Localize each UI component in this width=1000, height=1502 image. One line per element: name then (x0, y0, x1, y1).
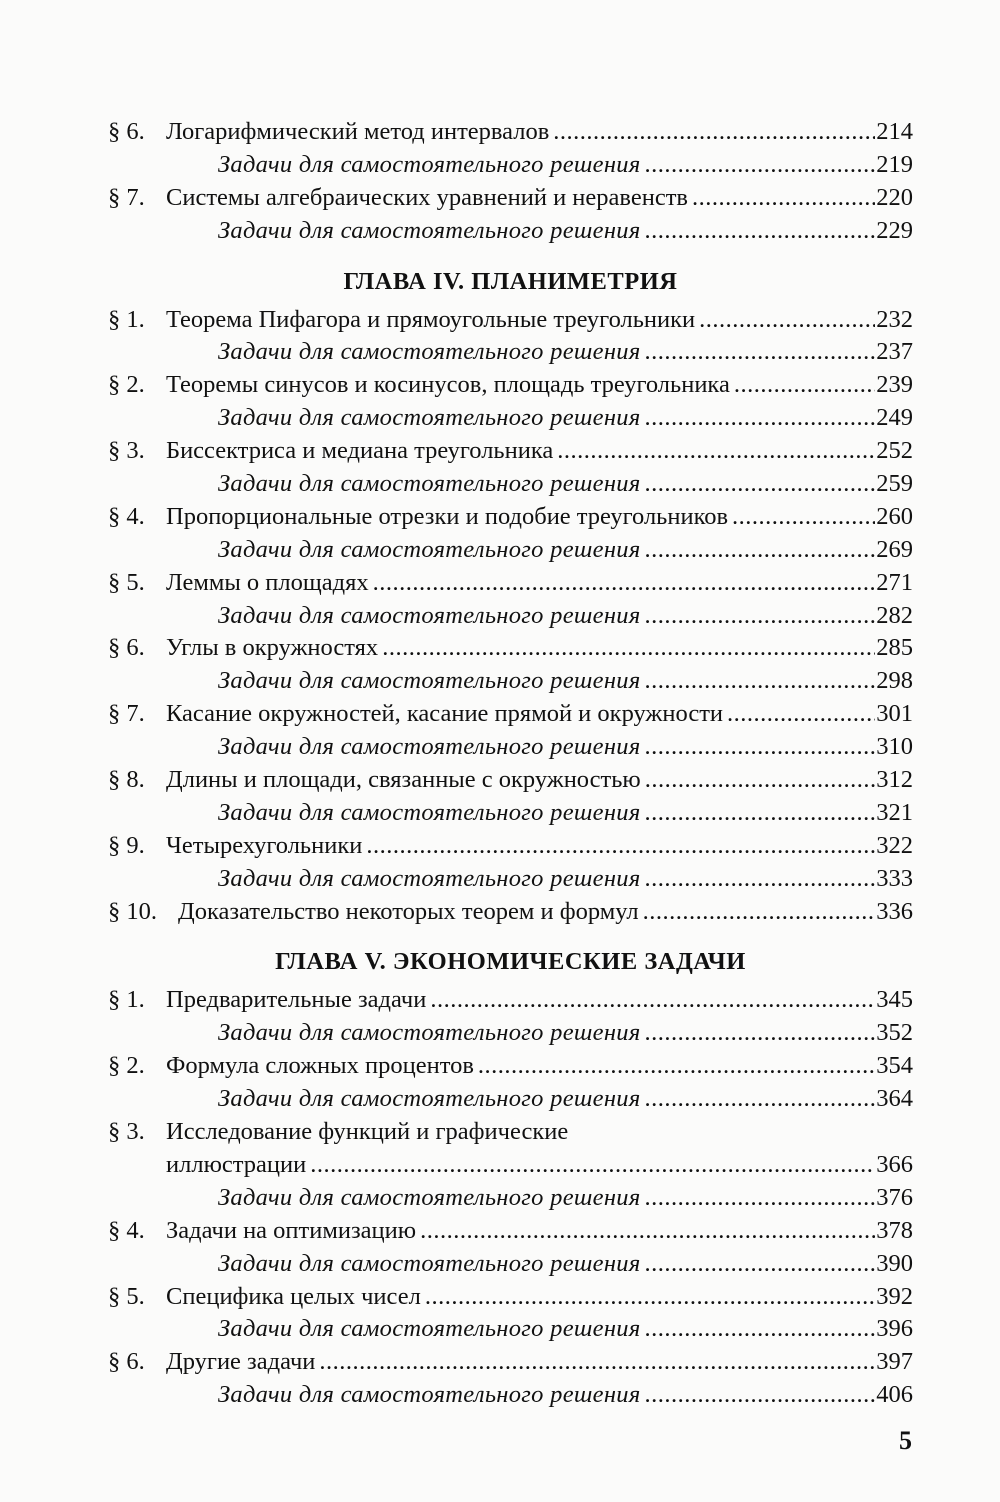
leader-dots (645, 149, 876, 182)
leader-dots (645, 534, 876, 567)
toc-task-entry (108, 1017, 913, 1050)
page-number: 396 (876, 1315, 913, 1343)
page-number: 310 (876, 733, 913, 761)
page-number: 298 (876, 667, 913, 695)
page-number: 269 (876, 535, 913, 563)
page-number: 214 (876, 118, 913, 145)
page-number: 354 (876, 1052, 913, 1080)
page-number: 260 (876, 502, 913, 530)
toc-entry-continuation (108, 1149, 913, 1182)
task-title: Задачи для самостоятельного решения (218, 733, 641, 761)
section-number: § 7. (108, 183, 145, 211)
page-number: 252 (876, 437, 913, 465)
page-number: 282 (876, 601, 913, 629)
task-title: Задачи для самостоятельного решения (218, 150, 641, 178)
leader-dots (553, 116, 875, 149)
page-number: 366 (876, 1150, 913, 1178)
toc-entry (108, 501, 913, 534)
section-title: Логарифмический метод интервалов (166, 118, 550, 145)
section-number: § 5. (108, 568, 145, 596)
leader-dots (310, 1149, 875, 1182)
section-number: § 7. (108, 700, 145, 728)
leader-dots (645, 665, 876, 698)
toc-task-entry (108, 1182, 913, 1215)
page-number: 220 (876, 183, 913, 211)
task-title: Задачи для самостоятельного решения (218, 338, 641, 366)
leader-dots (645, 1083, 876, 1116)
chapter-heading: ГЛАВА IV. ПЛАНИМЕТРИЯ (343, 267, 678, 295)
leader-dots (645, 1182, 876, 1215)
section-title: Специфика целых чисел (166, 1282, 421, 1310)
toc-entry (108, 632, 913, 665)
toc-entry (108, 1050, 913, 1083)
section-title: Теоремы синусов и косинусов, площадь треугольника (166, 371, 730, 399)
section-number: § 9. (108, 831, 145, 859)
table-of-contents (108, 116, 913, 1412)
leader-dots (645, 1017, 876, 1050)
section-number: § 1. (108, 986, 145, 1014)
section-title: Касание окружностей, касание прямой и окружности (166, 700, 724, 728)
toc-task-entry (108, 600, 913, 633)
leader-dots (645, 468, 876, 501)
page-number: 271 (876, 568, 913, 596)
page-number: 378 (876, 1216, 913, 1244)
leader-dots (430, 984, 875, 1017)
section-number: § 5. (108, 1282, 145, 1310)
page-number: 312 (876, 766, 913, 794)
section-number: § 3. (108, 1118, 145, 1146)
page-number: 259 (876, 470, 913, 498)
section-title: Биссектриса и медиана треугольника (166, 437, 554, 465)
toc-task-entry (108, 731, 913, 764)
task-title: Задачи для самостоятельного решения (218, 601, 641, 629)
page-number: 322 (876, 831, 913, 859)
toc-entry (108, 567, 913, 600)
toc-entry (108, 984, 913, 1017)
task-title: Задачи для самостоятельного решения (218, 1183, 641, 1211)
page-number: 237 (876, 338, 913, 366)
page-number: 345 (876, 986, 913, 1014)
toc-task-entry (108, 665, 913, 698)
section-title: Предварительные задачи (166, 986, 427, 1014)
toc-task-entry (108, 1248, 913, 1281)
section-number: § 2. (108, 371, 145, 399)
toc-entry (108, 896, 913, 929)
page-number: 352 (876, 1019, 913, 1047)
section-number: § 6. (108, 634, 145, 662)
section-title: Длины и площади, связанные с окружностью (166, 766, 641, 794)
toc-task-entry (108, 534, 913, 567)
leader-dots (692, 182, 875, 215)
leader-dots (734, 369, 875, 402)
toc-entry (108, 1116, 913, 1149)
toc-task-entry (108, 215, 913, 248)
toc-entry (108, 1346, 913, 1379)
section-title: Теорема Пифагора и прямоугольные треугольники (166, 305, 696, 333)
task-title: Задачи для самостоятельного решения (218, 216, 641, 244)
task-title: Задачи для самостоятельного решения (218, 404, 641, 432)
page-number: 336 (876, 897, 913, 925)
leader-dots (645, 1313, 876, 1346)
task-title: Задачи для самостоятельного решения (218, 1019, 641, 1047)
leader-dots (645, 215, 876, 248)
page-number: 321 (876, 798, 913, 826)
section-title: Системы алгебраических уравнений и неравенств (166, 183, 688, 211)
page-number: 333 (876, 864, 913, 892)
page-number: 406 (876, 1381, 913, 1409)
toc-task-entry (108, 149, 913, 182)
section-title: Формула сложных процентов (166, 1052, 474, 1080)
leader-dots (645, 1248, 876, 1281)
section-number: § 4. (108, 1216, 145, 1244)
leader-dots (699, 304, 875, 337)
leader-dots (373, 567, 876, 600)
toc-entry (108, 435, 913, 468)
leader-dots (645, 764, 876, 797)
leader-dots (382, 632, 875, 665)
section-title: Доказательство некоторых теорем и формул (178, 897, 639, 925)
task-title: Задачи для самостоятельного решения (218, 1249, 641, 1277)
section-title: Исследование функций и графические (166, 1118, 569, 1146)
leader-dots (643, 896, 876, 929)
task-title: Задачи для самостоятельного решения (218, 864, 641, 892)
leader-dots (727, 698, 875, 731)
page-number-footer: 5 (899, 1426, 912, 1455)
toc-entry (108, 369, 913, 402)
leader-dots (645, 731, 876, 764)
toc-entry (108, 116, 913, 149)
leader-dots (366, 830, 875, 863)
task-title: Задачи для самостоятельного решения (218, 535, 641, 563)
page-number: 219 (876, 150, 913, 178)
section-number: § 10. (108, 897, 157, 925)
task-title: Задачи для самостоятельного решения (218, 798, 641, 826)
section-title: Четырехугольники (166, 831, 363, 859)
section-number: § 6. (108, 1348, 145, 1376)
toc-task-entry (108, 468, 913, 501)
page-number: 239 (876, 371, 913, 399)
section-number: § 8. (108, 766, 145, 794)
toc-entry (108, 764, 913, 797)
page-number: 232 (876, 305, 913, 333)
toc-task-entry (108, 863, 913, 896)
toc-task-entry (108, 1313, 913, 1346)
page-number: 397 (876, 1348, 913, 1376)
task-title: Задачи для самостоятельного решения (218, 667, 641, 695)
section-title-continuation: иллюстрации (166, 1150, 307, 1178)
leader-dots (645, 863, 876, 896)
toc-entry (108, 698, 913, 731)
section-title: Пропорциональные отрезки и подобие треугольников (166, 502, 729, 530)
page-number: 376 (876, 1183, 913, 1211)
leader-dots (420, 1215, 875, 1248)
toc-task-entry (108, 402, 913, 435)
page-number: 249 (876, 404, 913, 432)
toc-task-entry (108, 336, 913, 369)
page-number: 364 (876, 1085, 913, 1113)
leader-dots (557, 435, 875, 468)
toc-task-entry (108, 1379, 913, 1412)
toc-entry (108, 1281, 913, 1314)
section-title: Задачи на оптимизацию (166, 1216, 417, 1244)
section-number: § 6. (108, 118, 145, 145)
leader-dots (732, 501, 875, 534)
leader-dots (425, 1281, 875, 1314)
section-number: § 4. (108, 502, 145, 530)
task-title: Задачи для самостоятельного решения (218, 1381, 641, 1409)
task-title: Задачи для самостоятельного решения (218, 470, 641, 498)
leader-dots (645, 600, 876, 633)
page-number: 301 (876, 700, 913, 728)
toc-entry (108, 830, 913, 863)
leader-dots (478, 1050, 875, 1083)
page-number: 285 (876, 634, 913, 662)
leader-dots (645, 797, 876, 830)
task-title: Задачи для самостоятельного решения (218, 1085, 641, 1113)
page-number: 390 (876, 1249, 913, 1277)
section-number: § 2. (108, 1052, 145, 1080)
section-number: § 3. (108, 437, 145, 465)
section-title: Леммы о площадях (166, 568, 369, 596)
section-number: § 1. (108, 305, 145, 333)
leader-dots (645, 336, 876, 369)
page-number: 229 (876, 216, 913, 244)
task-title: Задачи для самостоятельного решения (218, 1315, 641, 1343)
toc-entry (108, 182, 913, 215)
leader-dots (645, 402, 876, 435)
chapter-heading: ГЛАВА V. ЭКОНОМИЧЕСКИЕ ЗАДАЧИ (275, 948, 746, 976)
toc-task-entry (108, 1083, 913, 1116)
leader-dots (645, 1379, 876, 1412)
leader-dots (319, 1346, 875, 1379)
toc-entry (108, 1215, 913, 1248)
toc-entry (108, 304, 913, 337)
toc-task-entry (108, 797, 913, 830)
section-title: Углы в окружностях (166, 634, 379, 662)
section-title: Другие задачи (166, 1348, 316, 1376)
page-number: 392 (876, 1282, 913, 1310)
